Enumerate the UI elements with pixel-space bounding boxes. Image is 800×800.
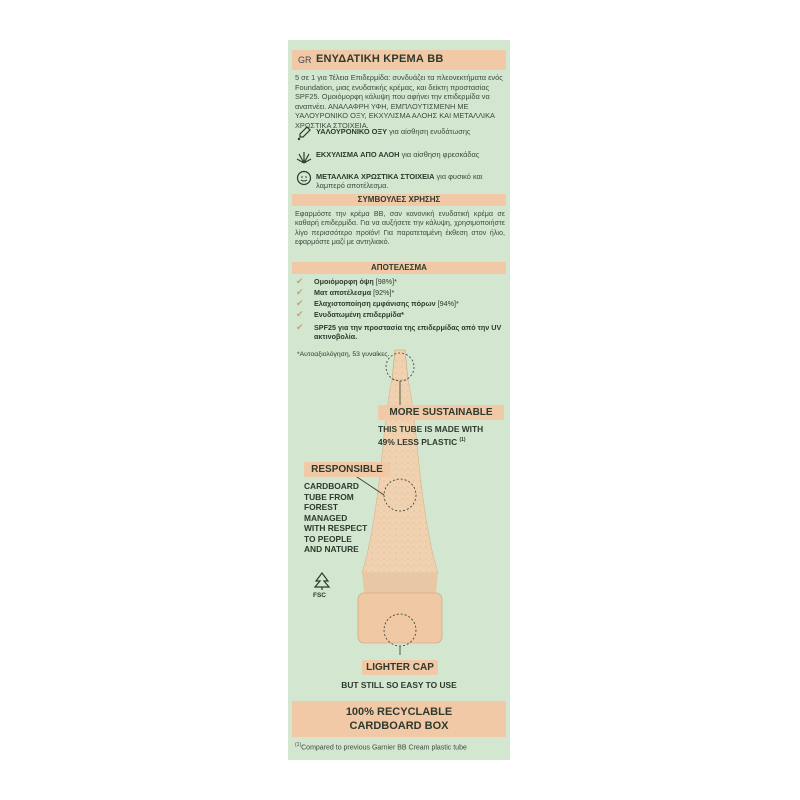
result-bold: SPF25 για την προστασία της επιδερμίδας από την UV ακτινοβολία. xyxy=(314,323,502,342)
results-note: *Αυτοαξιολόγηση, 53 γυναίκες. xyxy=(297,351,390,358)
check-icon: ✔ xyxy=(296,309,304,319)
recyclable-line1: 100% RECYCLABLE xyxy=(345,706,453,718)
ingredient-bold: ΕΚΧΥΛΙΣΜΑ ΑΠΟ ΑΛΟΗ xyxy=(316,150,400,159)
cap-sub: BUT STILL SO EASY TO USE xyxy=(341,680,457,690)
ingredient-bold: ΜΕΤΑΛΛΙΚΑ ΧΡΩΣΤΙΚΑ ΣΤΟΙΧΕΙΑ xyxy=(316,172,435,181)
cap-badge: LIGHTER CAP xyxy=(362,660,438,675)
results-title: ΑΠΟΤΕΛΕΣΜΑ xyxy=(292,262,506,274)
aloe-icon xyxy=(296,148,312,164)
check-icon: ✔ xyxy=(296,298,304,308)
responsible-line: MANAGED xyxy=(304,512,348,523)
usage-text: Εφαρμόστε την κρέμα BB, σαν κανονική ενυδατική κρέμα σε καθαρή επιδερμίδα. Για να αυξήσετε την κάλυψη, χρησιμοποιήστε λίγο περισσότερο προϊόν! Για παρατεταμένη έκθεση στον ήλιο, εφαρμόστε μαζί με αντηλιακό. xyxy=(295,209,505,247)
face-icon xyxy=(296,170,312,186)
fsc-label: FSC xyxy=(313,592,326,599)
responsible-line: WITH RESPECT xyxy=(304,523,368,533)
footnote-text: Compared to previous Garnier BB Cream plastic tube xyxy=(301,744,467,752)
result-bold: Ομοιόμορφη όψη xyxy=(314,277,374,286)
ingredient-bold: ΥΑΛΟΥΡΟΝΙΚΟ ΟΞΥ xyxy=(316,127,388,136)
fsc-tree-icon xyxy=(312,571,332,591)
sustainable-line2-wrap xyxy=(378,435,466,447)
result-rest: [98%]* xyxy=(373,277,397,286)
check-icon: ✔ xyxy=(296,276,304,286)
responsible-badge: RESPONSIBLE xyxy=(304,462,390,477)
check-icon: ✔ xyxy=(296,322,304,332)
responsible-line: FOREST xyxy=(304,502,338,512)
sustainable-line2: 49% LESS PLASTIC xyxy=(378,436,458,447)
responsible-line: TUBE FROM xyxy=(304,491,354,502)
result-rest: [92%]* xyxy=(371,288,395,297)
sustainable-line1: THIS TUBE IS MADE WITH xyxy=(378,424,484,434)
responsible-line: CARDBOARD xyxy=(304,481,359,491)
dropper-icon xyxy=(296,125,312,141)
ingredient-rest: για αίσθηση φρεσκάδας xyxy=(399,150,480,159)
responsible-line: AND NATURE xyxy=(304,544,359,554)
result-bold: Ενυδατωμένη επιδερμίδα* xyxy=(314,310,404,319)
ingredient-rest: για αίσθηση ενυδάτωσης xyxy=(387,127,471,136)
recyclable-box xyxy=(292,701,506,737)
recyclable-line2: CARDBOARD BOX xyxy=(349,720,449,732)
usage-title: ΣΥΜΒΟΥΛΕΣ ΧΡΗΣΗΣ xyxy=(292,194,506,206)
responsible-text xyxy=(304,481,367,555)
sustainable-badge: MORE SUSTAINABLE xyxy=(378,405,504,420)
footnote xyxy=(295,742,467,751)
ingredient-rest: για φυσικό και λαμπερό αποτέλεσμα. xyxy=(316,172,483,190)
responsible-line: TO PEOPLE xyxy=(304,533,352,544)
check-icon: ✔ xyxy=(296,287,304,297)
result-rest: [94%]* xyxy=(435,299,459,308)
result-bold: Ματ αποτέλεσμα xyxy=(314,288,372,297)
intro-text: 5 σε 1 για Τέλεια Επιδερμίδα: συνδυάζει τα πλεονεκτήματα ενός Foundation, μιας ενυδατικής κρέμας, και δείκτη προστασίας SPF25. Ομοιόμορφη κάλυψη που αφήνει την επιδερμίδα να αναπνέει. ΑΝΑΛΑΦΡΗ ΥΦΗ, ΕΜΠΛΟΥΤΙΣΜΕΝΗ ΜΕ ΥΑΛΟΥΡΟΝΙΚΟ ΟΞΥ, ΕΚΧΥΛΙΣΜΑ ΑΛΟΗΣ ΚΑΙ ΜΕΤΑΛΛΙΚΑ ΧΡΩΣΤΙΚΑ ΣΤΟΙΧΕΙΑ. xyxy=(295,73,503,130)
footnote-sup: (1) xyxy=(295,742,302,748)
sustainable-sup: (1) xyxy=(459,437,466,443)
product-title: ΕΝΥΔΑΤΙΚΗ ΚΡΕΜΑ BB xyxy=(316,53,444,65)
result-bold: Ελαχιστοποίηση εμφάνισης πόρων xyxy=(314,299,436,308)
language-code: GR xyxy=(298,55,312,65)
